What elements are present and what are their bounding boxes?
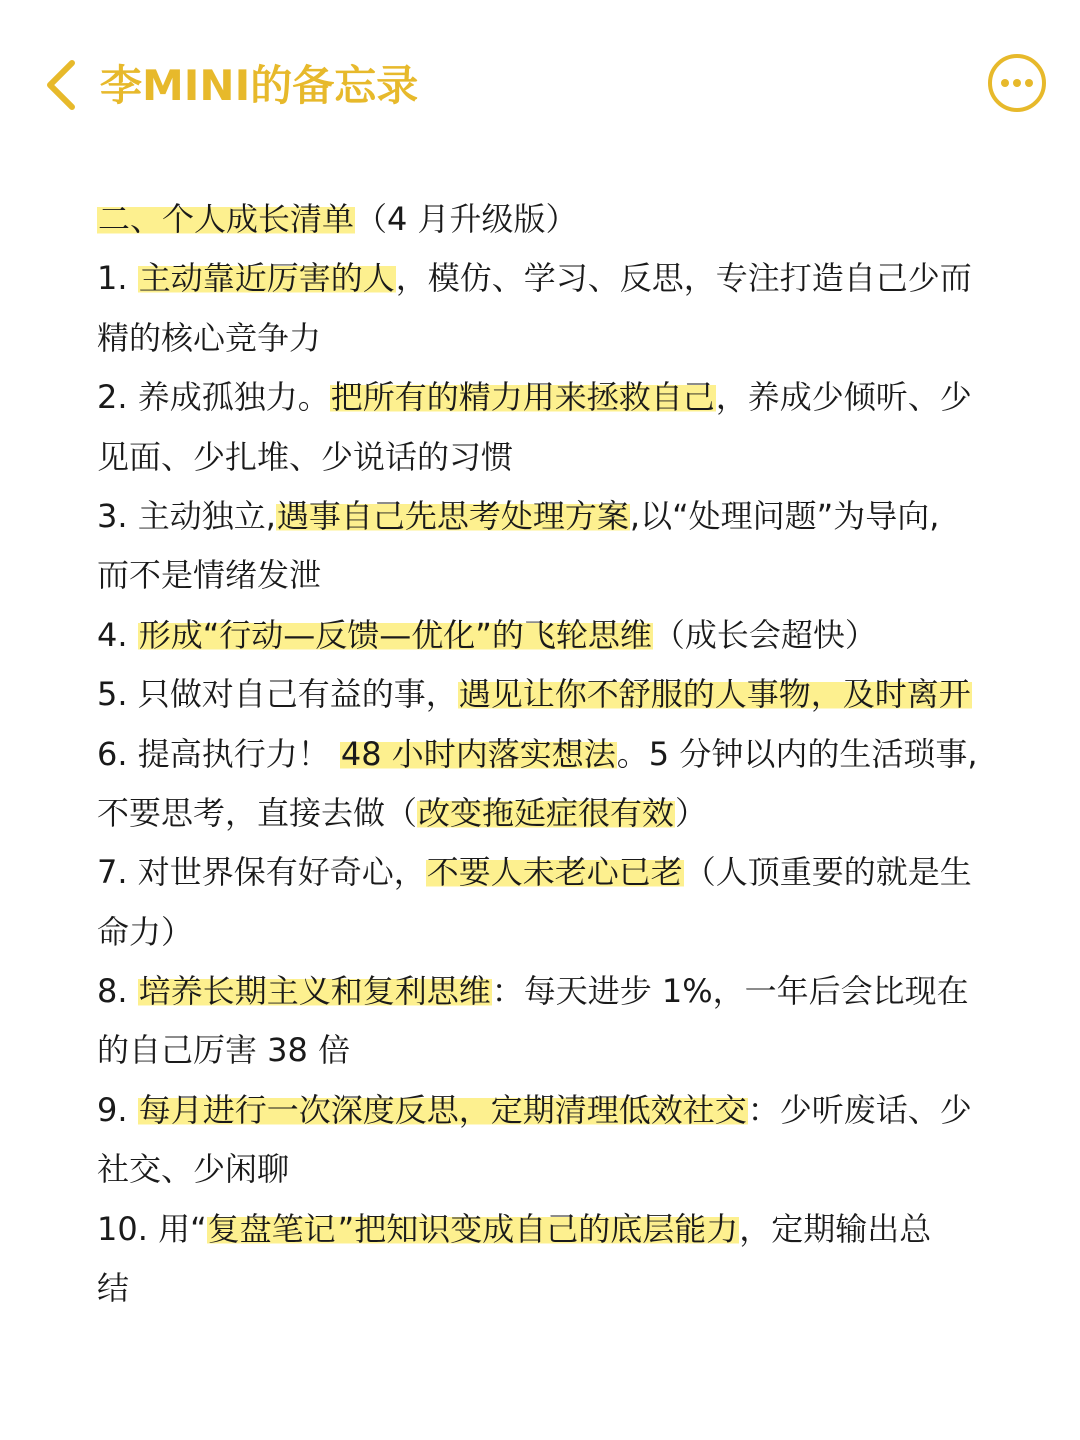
chevron-left-icon — [40, 57, 80, 113]
note-line — [97, 1021, 1027, 1080]
note-text: 8. — [97, 972, 138, 1011]
note-line — [97, 1200, 1027, 1259]
highlighted-text: 遇事自己先思考处理方案 — [276, 496, 629, 535]
note-line — [97, 546, 1027, 605]
note-text: 命力） — [97, 912, 194, 951]
back-button[interactable] — [30, 50, 90, 120]
note-text: 精的核心竞争力 — [97, 318, 322, 357]
note-text: ：每天进步 1%，一年后会比现在 — [491, 972, 969, 1011]
more-button[interactable] — [986, 52, 1048, 114]
highlighted-text: ”把知识变成自己的底层能力 — [337, 1209, 739, 1248]
note-text: ，模仿、学习、反思，专注打造自己少而 — [395, 259, 972, 298]
note-line — [97, 1081, 1027, 1140]
note-line — [97, 903, 1027, 962]
note-body[interactable] — [97, 190, 1027, 1318]
note-text: （4 月升级版） — [355, 200, 578, 238]
highlighted-text: 二、个人成长清单 — [98, 200, 355, 238]
note-line — [97, 606, 1027, 665]
note-line — [97, 843, 1027, 902]
note-heading — [97, 190, 1027, 249]
note-text: 而不是情绪发泄 — [97, 556, 322, 595]
note-text: ,以“处理问题”为导向, — [629, 496, 940, 535]
note-text: 2. 养成孤独力。 — [97, 378, 330, 417]
nav-header — [0, 0, 1080, 170]
highlighted-text: 48 小时内落实想法 — [340, 734, 616, 773]
note-line — [97, 309, 1027, 368]
note-line — [97, 725, 1027, 784]
note-text: 3. 主动独立, — [97, 496, 276, 535]
note-text: 6. 提高执行力！ — [97, 734, 340, 773]
highlighted-text: 每月进行一次深度反思，定期清理低效社交 — [138, 1090, 747, 1129]
note-text: （人顶重要的就是生 — [683, 853, 972, 892]
note-text: 结 — [97, 1269, 130, 1308]
highlighted-text: 主动靠近厉害的人 — [138, 259, 395, 298]
highlighted-text: 遇见让你不舒服的人事物，及时离开 — [458, 675, 971, 714]
note-text: 。5 分钟以内的生活琐事, — [616, 734, 978, 773]
note-line — [97, 665, 1027, 724]
note-text: ，养成少倾听、少 — [715, 378, 972, 417]
highlighted-text: 培养长期主义和复利思维 — [138, 972, 491, 1011]
note-line — [97, 1259, 1027, 1318]
note-text: 社交、少闲聊 — [97, 1150, 290, 1189]
note-text: 7. 对世界保有好奇心， — [97, 853, 426, 892]
note-text: ，定期输出总 — [739, 1209, 932, 1248]
highlighted-text: 把所有的精力用来拯救自己 — [330, 378, 715, 417]
note-text: 不要思考，直接去做（ — [97, 793, 418, 832]
note-line — [97, 428, 1027, 487]
highlighted-text: 不要人未老心已老 — [426, 853, 683, 892]
note-text: ：少听废话、少 — [747, 1090, 972, 1129]
note-text: 的自己厉害 38 倍 — [97, 1031, 351, 1070]
note-text: 4. — [97, 615, 138, 654]
note-text: （成长会超快） — [652, 615, 877, 654]
note-line — [97, 368, 1027, 427]
highlighted-text: 形成“行动—反馈—优化”的飞轮思维 — [138, 615, 652, 654]
note-text: 5. 只做对自己有益的事， — [97, 675, 458, 714]
note-text: 见面、少扎堆、少说话的习惯 — [97, 437, 514, 476]
highlighted-text: 复盘笔记 — [207, 1209, 336, 1248]
note-line — [97, 962, 1027, 1021]
note-line — [97, 487, 1027, 546]
note-line — [97, 784, 1027, 843]
note-line — [97, 1140, 1027, 1199]
note-text: 1. — [97, 259, 138, 298]
highlighted-text: 改变拖延症很有效 — [418, 793, 675, 832]
note-text: 10. 用“ — [97, 1209, 207, 1248]
note-text: 9. — [97, 1090, 138, 1129]
note-line — [97, 249, 1027, 308]
page-title: 李MINI的备忘录 — [100, 61, 419, 110]
more-dots-icon — [986, 52, 1048, 114]
note-text: ） — [675, 793, 708, 832]
